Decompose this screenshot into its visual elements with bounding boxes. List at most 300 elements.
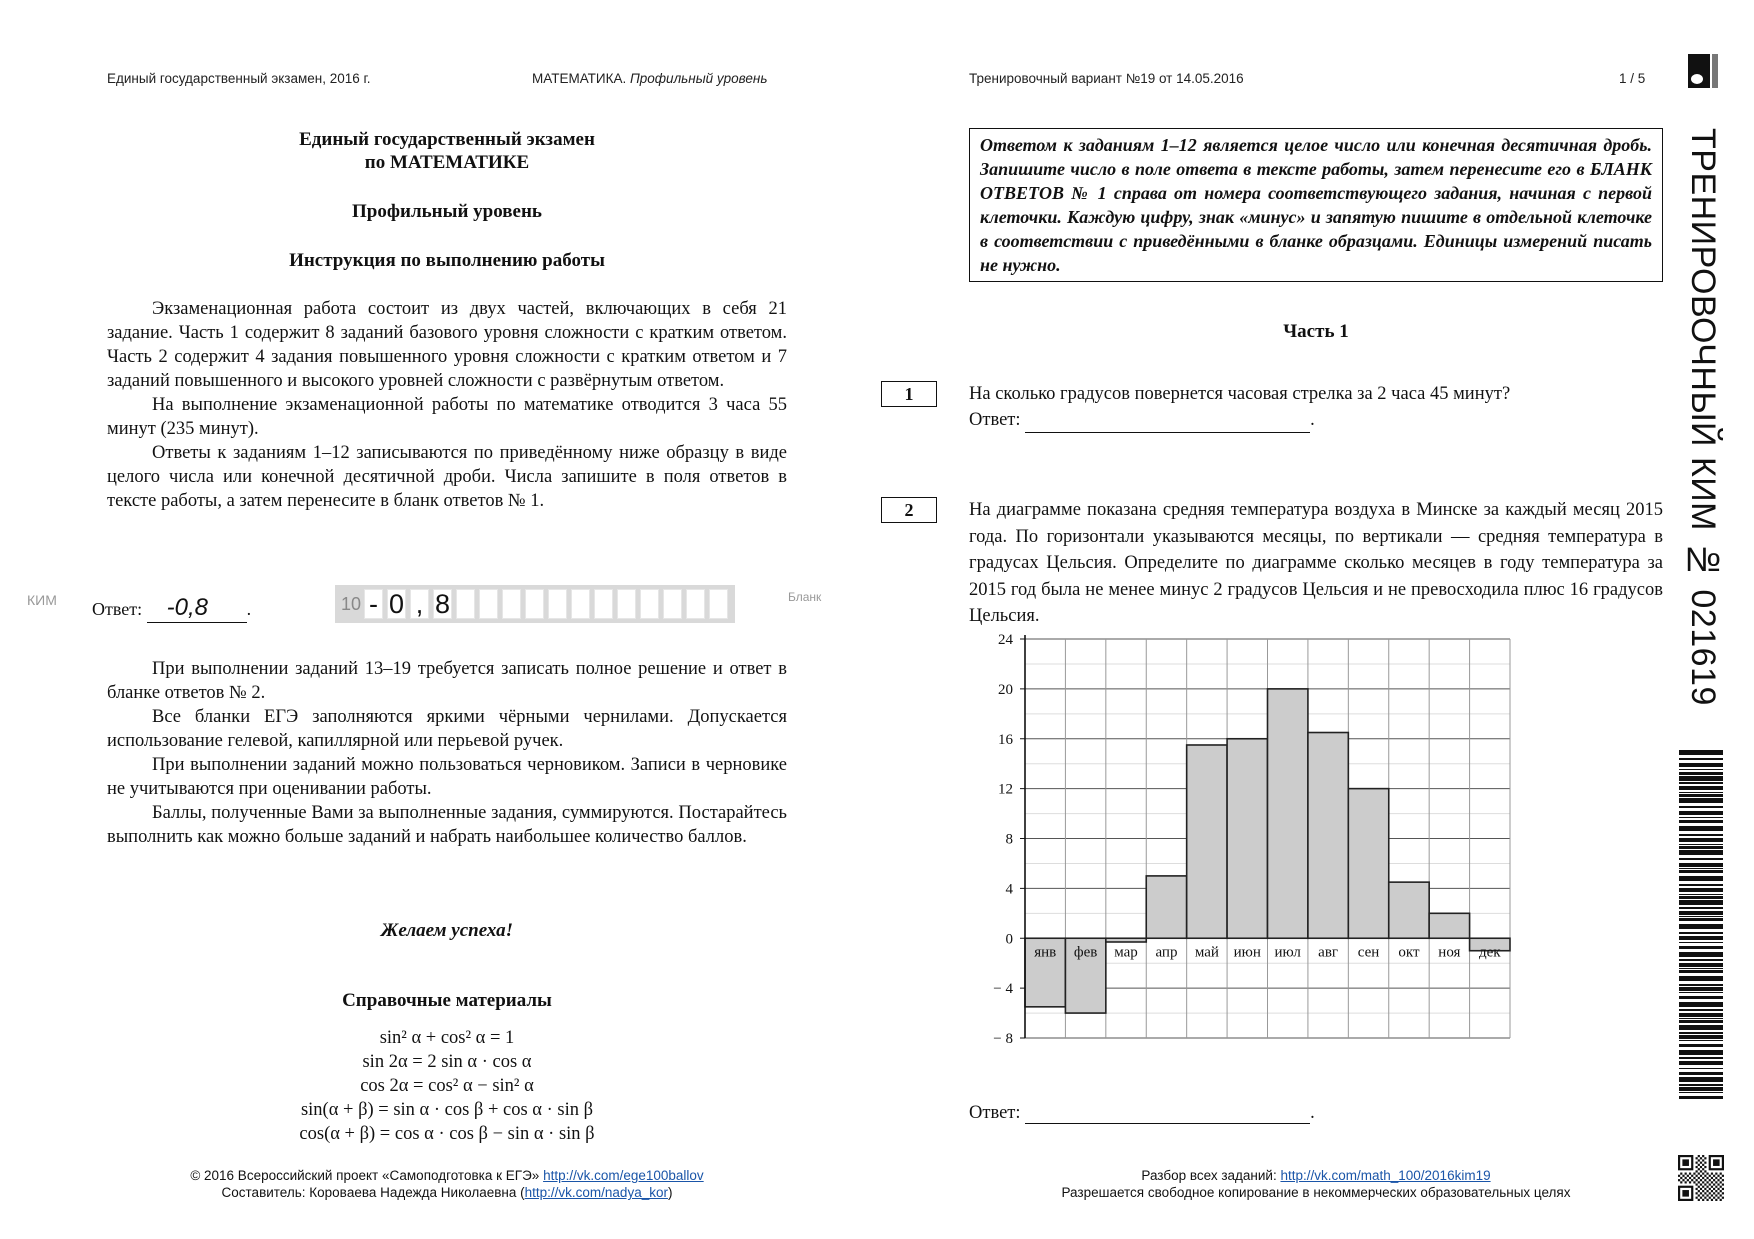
qr-module [1693, 1173, 1695, 1175]
qr-module [1680, 1177, 1682, 1179]
qr-module [1702, 1177, 1704, 1179]
qr-module [1715, 1194, 1717, 1196]
qr-module [1689, 1177, 1691, 1179]
barcode-bar [1679, 1035, 1723, 1039]
bar-окт [1389, 882, 1429, 938]
barcode-bar [1679, 1072, 1723, 1075]
barcode-bar [1679, 992, 1723, 993]
bar-июл [1268, 689, 1308, 938]
instructions-block-2 [107, 657, 787, 849]
y-tick-label: 24 [998, 632, 1013, 648]
qr-module [1704, 1197, 1706, 1199]
barcode-bar [1679, 758, 1723, 760]
barcode-bar [1679, 1040, 1723, 1041]
barcode-bar [1679, 1032, 1723, 1034]
header-subject-level: Профильный уровень [629, 71, 768, 86]
barcode-bar [1679, 907, 1723, 909]
qr-module [1702, 1168, 1704, 1170]
qr-module [1685, 1177, 1687, 1179]
y-tick-label: 16 [998, 731, 1013, 748]
answer-cell [594, 589, 613, 619]
instructions-title: Инструкция по выполнению работы [289, 250, 605, 271]
qr-module [1722, 1192, 1724, 1194]
instruction-paragraph: При выполнении заданий можно пользоваться черновиком. Записи в черновике не учитываются при оценивании работы. [107, 755, 787, 799]
qr-module [1698, 1155, 1700, 1157]
qr-module [1689, 1173, 1691, 1175]
qr-module [1702, 1173, 1704, 1175]
task-1-answer-label: Ответ: [969, 410, 1021, 430]
answer-cell: - [364, 589, 383, 619]
exam-title-line1: Единый государственный экзамен [299, 129, 595, 150]
answer-cell [456, 589, 475, 619]
footer-author-link[interactable]: http://vk.com/nadya_kor [524, 1185, 668, 1200]
qr-module [1700, 1188, 1702, 1190]
barcode-bar [1679, 1020, 1723, 1023]
qr-module [1700, 1179, 1702, 1181]
qr-module [1702, 1181, 1704, 1183]
qr-module [1715, 1177, 1717, 1179]
barcode-bar [1679, 782, 1723, 784]
barcode-bar [1679, 876, 1723, 881]
barcode-bar [1679, 786, 1723, 790]
qr-module [1700, 1197, 1702, 1199]
barcode-bar [1679, 868, 1723, 869]
barcode-bar [1679, 792, 1723, 793]
barcode-bar [1679, 1025, 1723, 1030]
left-footer [107, 1167, 787, 1201]
qr-module [1717, 1188, 1719, 1190]
qr-module [1696, 1179, 1698, 1181]
barcode-bar [1679, 1009, 1723, 1011]
barcode-bar [1679, 820, 1723, 823]
bar-май [1187, 745, 1227, 938]
sample-answer: Ответ: -0,8 . [92, 594, 252, 621]
qr-module [1711, 1199, 1713, 1201]
answer-cell [571, 589, 590, 619]
barcode-bar [1679, 996, 1723, 999]
qr-module [1713, 1192, 1715, 1194]
temperature-bar-chart [960, 625, 1520, 1045]
barcode-bar [1679, 1013, 1723, 1017]
kim-label: КИМ [27, 592, 57, 608]
qr-module [1698, 1177, 1700, 1179]
barcode-bar [1679, 987, 1723, 991]
qr-module [1704, 1188, 1706, 1190]
x-tick-label: дек [1479, 944, 1501, 961]
qr-module [1706, 1199, 1708, 1201]
formula: sin(α + β) = sin α · cos β + cos α · sin β [300, 1100, 594, 1120]
task-1-answer-field[interactable] [1025, 414, 1310, 433]
qr-module [1706, 1190, 1708, 1192]
barcode-bar [1679, 846, 1723, 849]
qr-module [1696, 1162, 1698, 1164]
page-number: 1 / 5 [1619, 71, 1646, 86]
qr-module [1720, 1186, 1722, 1188]
barcode-bar [1679, 911, 1723, 915]
qr-module [1700, 1175, 1702, 1177]
sample-answer-value: -0,8 [147, 594, 247, 623]
qr-module [1706, 1177, 1708, 1179]
barcode-bar [1679, 1044, 1723, 1047]
sample-answer-label: Ответ: [92, 599, 143, 619]
exam-title-line2: по МАТЕМАТИКЕ [364, 152, 530, 173]
answer-form-sample [335, 585, 735, 623]
barcode-bar [1679, 863, 1723, 867]
footer-author-suffix: ) [667, 1185, 673, 1200]
barcode-bar [1679, 884, 1723, 886]
barcode-bar [1679, 942, 1723, 943]
instruction-paragraph: Все бланки ЕГЭ заполняются яркими чёрными чернилами. Допускается использование гелевой, капиллярной или перьевой ручек. [107, 707, 787, 751]
header-exam-title: Единый государственный экзамен, 2016 г. [107, 71, 371, 86]
formula: sin² α + cos² α = 1 [379, 1028, 515, 1048]
qr-module [1700, 1170, 1702, 1172]
qr-module [1698, 1194, 1700, 1196]
qr-module [1717, 1197, 1719, 1199]
bar-сен [1348, 789, 1388, 939]
qr-module [1704, 1170, 1706, 1172]
qr-module [1713, 1179, 1715, 1181]
barcode-icon [1679, 750, 1723, 1100]
x-tick-label: янв [1034, 944, 1057, 961]
barcode-bar [1679, 959, 1723, 961]
barcode-bar [1679, 1057, 1723, 1059]
barcode-bar [1679, 900, 1723, 905]
qr-code-icon [1678, 1155, 1724, 1201]
answer-cell: , [410, 589, 429, 619]
barcode-bar [1679, 894, 1723, 895]
qr-module [1698, 1164, 1700, 1166]
x-tick-label: фев [1073, 944, 1098, 961]
qr-module [1702, 1186, 1704, 1188]
qr-module [1693, 1181, 1695, 1183]
task-2-answer-field[interactable] [1025, 1105, 1310, 1124]
y-tick-label: 8 [1005, 831, 1013, 848]
qr-module [1698, 1181, 1700, 1183]
qr-module [1704, 1162, 1706, 1164]
qr-module [1706, 1186, 1708, 1188]
barcode-bar [1679, 1018, 1723, 1019]
qr-module [1698, 1190, 1700, 1192]
barcode-bar [1679, 896, 1723, 899]
qr-module [1700, 1166, 1702, 1168]
qr-module [1720, 1181, 1722, 1183]
task-2-question: На диаграмме показана средняя температура воздуха в Минске за каждый месяц 2015 года. По горизонтали указываются месяцы, по вертикали — средняя температура в градусах Цельсия. Определите по диаграмме сколько месяцев в году температура за 2015 год была не менее минус 2 градусов Цельсия и не превосходила плюс 16 градусов Цельсия. [969, 500, 1663, 626]
qr-module [1722, 1175, 1724, 1177]
footer-project-link[interactable]: http://vk.com/ege100ballov [543, 1168, 704, 1183]
qr-module [1700, 1183, 1702, 1185]
qr-module [1700, 1162, 1702, 1164]
qr-module [1709, 1183, 1711, 1185]
exam-level: Профильный уровень [352, 201, 542, 222]
right-footer [969, 1167, 1663, 1201]
qr-module [1682, 1175, 1684, 1177]
qr-module [1720, 1177, 1722, 1179]
y-tick-label: − 8 [993, 1031, 1013, 1045]
barcode-bar [1679, 763, 1723, 767]
bar-ноя [1429, 913, 1469, 938]
wish-text: Желаем успеха! [380, 920, 514, 941]
barcode-bar [1679, 794, 1723, 797]
qr-module [1687, 1179, 1689, 1181]
y-tick-label: 0 [1005, 931, 1013, 948]
task-2-number: 2 [881, 497, 937, 523]
qr-module [1717, 1192, 1719, 1194]
qr-module [1702, 1199, 1704, 1201]
qr-module [1720, 1199, 1722, 1201]
x-tick-label: май [1194, 944, 1219, 961]
barcode-bar [1679, 1061, 1723, 1065]
qr-module [1706, 1173, 1708, 1175]
barcode-bar [1679, 1096, 1723, 1099]
barcode-bar [1679, 798, 1723, 803]
qr-module [1717, 1183, 1719, 1185]
qr-module [1700, 1157, 1702, 1159]
qr-finder [1682, 1159, 1689, 1166]
qr-module [1720, 1190, 1722, 1192]
qr-module [1717, 1175, 1719, 1177]
qr-module [1698, 1173, 1700, 1175]
qr-module [1704, 1192, 1706, 1194]
barcode-bar [1679, 811, 1723, 815]
qr-module [1720, 1173, 1722, 1175]
barcode-bar [1679, 1092, 1723, 1093]
qr-module [1711, 1181, 1713, 1183]
qr-module [1704, 1183, 1706, 1185]
task-2-text [969, 497, 1663, 630]
task-2-answer-label: Ответ: [969, 1103, 1021, 1123]
barcode-bar [1679, 946, 1723, 949]
barcode-bar [1679, 888, 1723, 892]
barcode-bar [1679, 924, 1723, 929]
barcode-bar [1679, 769, 1723, 770]
instruction-paragraph: Ответы к заданиям 1–12 записываются по приведённому ниже образцу в виде целого числа или конечной десятичной дроби. Числа запишите в поля ответов в тексте работы, а затем перенесите в бланк ответов № 1. [107, 443, 787, 511]
y-tick-label: 4 [1005, 881, 1013, 898]
barcode-bar [1679, 1002, 1723, 1007]
qr-module [1691, 1175, 1693, 1177]
answer-instructions-box: Ответом к заданиям 1–12 является целое число или конечная десятичная дробь. Запишите число в поле ответа в тексте работы, затем перенесите его в БЛАНК ОТВЕТОВ № 1 справа от номера соответствующего задания, начиная с первой клеточки. Каждую цифру, знак «минус» и запятую пишите в отдельной клеточке в соответствии с приведёнными в бланке образцами. Единицы измерений писать не нужно. [969, 128, 1663, 282]
barcode-bar [1679, 838, 1723, 842]
answer-cell [548, 589, 567, 619]
barcode-bar [1679, 834, 1723, 836]
qr-module [1715, 1173, 1717, 1175]
qr-module [1696, 1183, 1698, 1185]
barcode-bar [1679, 916, 1723, 917]
barcode-bar [1679, 850, 1723, 855]
corner-marker-icon [1688, 54, 1718, 88]
qr-module [1696, 1166, 1698, 1168]
answer-cell [663, 589, 682, 619]
qr-module [1713, 1197, 1715, 1199]
qr-module [1685, 1181, 1687, 1183]
y-tick-label: 20 [998, 681, 1013, 698]
instruction-paragraph: На выполнение экзаменационной работы по математике отводится 3 часа 55 минут (235 минут). [107, 395, 787, 439]
qr-module [1709, 1192, 1711, 1194]
instruction-paragraph: При выполнении заданий 13–19 требуется записать полное решение и ответ в бланке ответов № 2. [107, 659, 787, 703]
qr-module [1711, 1194, 1713, 1196]
barcode-bar [1679, 806, 1723, 808]
barcode-bar [1679, 826, 1723, 831]
task-2-answer: Ответ: . [969, 1103, 1315, 1123]
x-tick-label: июл [1274, 944, 1301, 961]
barcode-bar [1679, 968, 1723, 969]
barcode-bar [1679, 1050, 1723, 1055]
formula: cos(α + β) = cos α · cos β − sin α · sin β [299, 1124, 595, 1144]
x-tick-label: ноя [1438, 944, 1461, 961]
instruction-paragraph: Баллы, полученные Вами за выполненные задания, суммируются. Постарайтесь выполнить как можно больше заданий и набрать наибольшее количество баллов. [107, 803, 787, 847]
qr-module [1711, 1173, 1713, 1175]
answer-cell [686, 589, 705, 619]
qr-module [1704, 1166, 1706, 1168]
task-1-text: На сколько градусов повернется часовая стрелка за 2 часа 45 минут? [969, 384, 1511, 404]
qr-module [1702, 1159, 1704, 1161]
qr-module [1720, 1194, 1722, 1196]
barcode-bar [1679, 952, 1723, 957]
qr-module [1696, 1197, 1698, 1199]
qr-module [1709, 1175, 1711, 1177]
qr-module [1687, 1175, 1689, 1177]
qr-module [1709, 1179, 1711, 1181]
footer-author-text: Составитель: Коровaева Надежда Николаевна ( [221, 1185, 525, 1200]
instructions-block-1 [107, 297, 787, 513]
bar-мар [1106, 938, 1146, 942]
qr-module [1709, 1197, 1711, 1199]
vertical-kim-title: ТРЕНИРОВОЧНЫЙ КИМ № 021619 [1684, 128, 1722, 706]
qr-module [1685, 1173, 1687, 1175]
x-tick-label: окт [1398, 944, 1420, 961]
qr-module [1691, 1179, 1693, 1181]
barcode-bar [1679, 918, 1723, 921]
barcode-bar [1679, 772, 1723, 775]
exam-title [107, 128, 787, 174]
qr-module [1711, 1190, 1713, 1192]
formula: cos 2α = cos² α − sin² α [360, 1076, 534, 1096]
x-tick-label: июн [1233, 944, 1261, 961]
x-tick-label: сен [1357, 944, 1380, 961]
barcode-bar [1679, 1084, 1723, 1086]
answer-cell [479, 589, 498, 619]
qr-module [1682, 1179, 1684, 1181]
qr-module [1711, 1177, 1713, 1179]
qr-module [1713, 1188, 1715, 1190]
qr-module [1706, 1194, 1708, 1196]
footer-solutions-link[interactable]: http://vk.com/math_100/2016kim19 [1280, 1168, 1491, 1183]
qr-module [1722, 1183, 1724, 1185]
footer-copy-notice: Разрешается свободное копирование в некоммерческих образовательных целях [1061, 1185, 1571, 1200]
instruction-paragraph: Экзаменационная работа состоит из двух частей, включающих в себя 21 задание. Часть 1 содержит 8 заданий базового уровня сложности с кратким ответом. Часть 2 содержит 4 задания повышенного уровня сложности с кратким ответом и 7 заданий повышенного и высокого уровней сложности с развёрнутым ответом. [107, 299, 787, 391]
qr-module [1680, 1173, 1682, 1175]
header-subject-name: МАТЕМАТИКА. [532, 71, 627, 86]
barcode-bar [1679, 976, 1723, 981]
barcode-bar [1679, 776, 1723, 781]
footer-solutions-text: Разбор всех заданий: [1141, 1168, 1277, 1183]
qr-module [1704, 1179, 1706, 1181]
qr-module [1715, 1186, 1717, 1188]
qr-module [1715, 1199, 1717, 1201]
barcode-bar [1679, 1087, 1723, 1091]
header-variant: Тренировочный вариант №19 от 14.05.2016 [969, 71, 1244, 86]
qr-module [1698, 1168, 1700, 1170]
answer-cell: 0 [388, 589, 405, 619]
qr-module [1722, 1179, 1724, 1181]
answer-cell [617, 589, 636, 619]
barcode-bar [1679, 817, 1723, 818]
task-1-number: 1 [881, 381, 937, 407]
qr-module [1713, 1183, 1715, 1185]
qr-module [1702, 1194, 1704, 1196]
barcode-bar [1679, 932, 1723, 934]
qr-module [1715, 1190, 1717, 1192]
qr-module [1696, 1157, 1698, 1159]
qr-module [1696, 1192, 1698, 1194]
qr-module [1700, 1192, 1702, 1194]
task-number-label: 10 [340, 593, 362, 614]
barcode-bar [1679, 1068, 1723, 1069]
qr-module [1696, 1170, 1698, 1172]
bar-апр [1146, 876, 1186, 938]
qr-module [1702, 1155, 1704, 1157]
barcode-bar [1679, 963, 1723, 967]
formula: sin 2α = 2 sin α · cos α [362, 1052, 532, 1072]
qr-module [1678, 1175, 1680, 1177]
answer-cell: 8 [434, 589, 451, 619]
qr-module [1706, 1181, 1708, 1183]
answer-cell [640, 589, 659, 619]
qr-module [1704, 1157, 1706, 1159]
reference-formulas [107, 1026, 787, 1146]
qr-module [1680, 1181, 1682, 1183]
x-tick-label: мар [1114, 944, 1138, 961]
qr-module [1711, 1186, 1713, 1188]
qr-module [1698, 1186, 1700, 1188]
x-tick-label: апр [1155, 944, 1178, 961]
task-1 [969, 381, 1663, 433]
qr-module [1709, 1188, 1711, 1190]
qr-module [1696, 1188, 1698, 1190]
bar-июн [1227, 739, 1267, 939]
qr-module [1678, 1179, 1680, 1181]
qr-module [1698, 1159, 1700, 1161]
qr-module [1713, 1175, 1715, 1177]
barcode-bar [1679, 858, 1723, 860]
qr-module [1704, 1175, 1706, 1177]
y-tick-label: − 4 [993, 981, 1013, 998]
blank-label: Бланк [788, 590, 822, 604]
reference-title: Справочные материалы [342, 990, 552, 1011]
barcode-bar [1679, 844, 1723, 845]
barcode-bar [1679, 936, 1723, 940]
qr-finder [1713, 1159, 1720, 1166]
answer-cell [709, 589, 728, 619]
qr-finder [1682, 1190, 1689, 1197]
barcode-bar [1679, 1077, 1723, 1082]
answer-cell [525, 589, 544, 619]
answer-cell [502, 589, 521, 619]
barcode-bar [1679, 984, 1723, 986]
qr-module [1722, 1188, 1724, 1190]
barcode-bar [1679, 750, 1723, 755]
header-subject [532, 71, 767, 86]
qr-module [1702, 1164, 1704, 1166]
bar-авг [1308, 733, 1348, 939]
footer-project-text: © 2016 Всероссийский проект «Самоподготовка к ЕГЭ» [190, 1168, 540, 1183]
qr-module [1689, 1181, 1691, 1183]
qr-module [1698, 1199, 1700, 1201]
qr-module [1696, 1175, 1698, 1177]
qr-module [1715, 1181, 1717, 1183]
qr-module [1717, 1179, 1719, 1181]
barcode-bar [1679, 870, 1723, 873]
qr-module [1693, 1177, 1695, 1179]
